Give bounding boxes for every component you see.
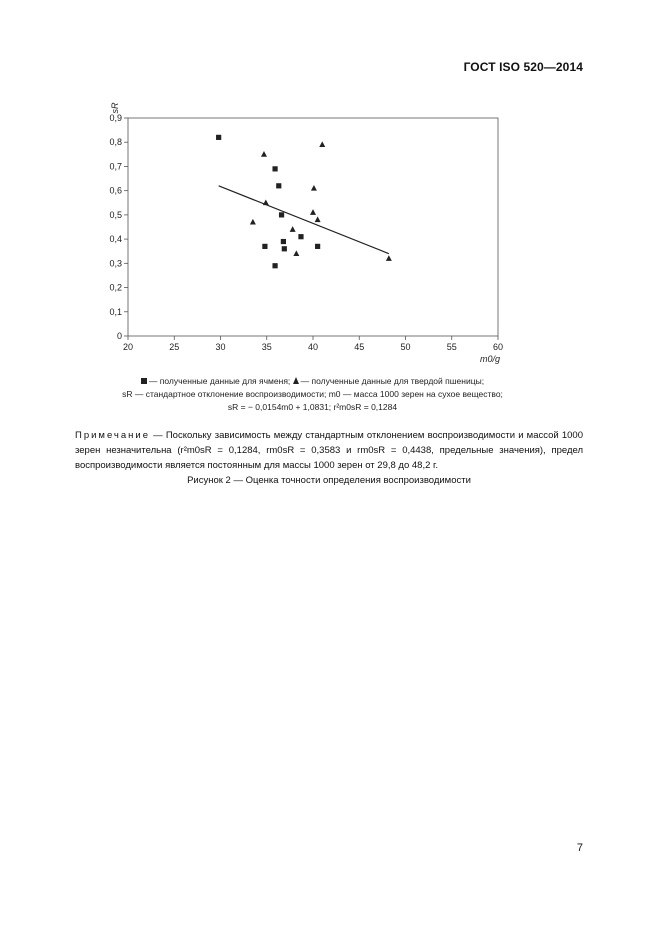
figure-caption: Рисунок 2 — Оценка точности определения воспроизводимости (187, 475, 471, 486)
square-marker-icon (141, 378, 147, 384)
data-point-triangle (261, 151, 267, 157)
trend-line (219, 186, 389, 254)
note-text-2: , предельные значения), предел воспроизводимости является постоянным для массы 1000 зерен от 29,8 до 48,2 г. (75, 445, 584, 471)
data-point-triangle (315, 216, 321, 222)
data-point-square (276, 183, 281, 188)
legend-line-2: sR — стандартное отклонение воспроизводимости; m0 — масса 1000 зерен на сухое вещество; (122, 389, 503, 399)
y-tick-label: 0,1 (109, 306, 122, 317)
note-and: и (346, 445, 352, 456)
data-point-square (315, 244, 320, 249)
y-tick-label: 0,2 (109, 282, 122, 293)
legend-barley: — полученные данные для ячменя; (148, 376, 291, 386)
note-prefix: Примечание (75, 430, 150, 441)
data-point-square (262, 244, 267, 249)
x-tick-label: 35 (261, 342, 272, 352)
y-tick-label: 0,5 (109, 209, 122, 220)
x-axis-label: m0/g (479, 354, 500, 364)
y-tick-label: 0 (116, 331, 122, 341)
y-tick-label: 0,4 (109, 234, 122, 245)
data-point-square (279, 212, 284, 217)
y-tick-label: 0,7 (109, 161, 122, 172)
x-tick-label: 55 (446, 342, 457, 352)
plot-frame (128, 118, 498, 336)
x-tick-label: 30 (215, 342, 226, 352)
x-tick-label: 60 (492, 342, 504, 352)
data-point-square (272, 166, 277, 171)
data-point-square (282, 246, 287, 251)
x-tick-label: 25 (169, 342, 180, 352)
x-tick-label: 20 (122, 342, 134, 352)
data-point-triangle (310, 209, 316, 215)
data-point-triangle (311, 185, 317, 191)
legend-line-1 (110, 375, 515, 388)
data-point-square (281, 239, 286, 244)
legend-line-3: sR = − 0,0154m0 + 1,0831; r²m0sR = 0,1284 (227, 402, 398, 412)
page-number: 7 (576, 842, 583, 854)
data-point-square (298, 234, 303, 239)
x-tick-label: 45 (354, 342, 365, 352)
note-r-sr: rm0sR = 0,3583 (266, 445, 341, 456)
note-text-1: — Поскольку зависимость между стандартным отклонением воспроизводимости и массой 1000 зерен незначительна ( (75, 430, 583, 456)
y-axis-label: sR (110, 102, 120, 114)
y-tick-label: 0,6 (109, 185, 122, 196)
x-tick-label: 40 (307, 342, 319, 352)
data-point-triangle (250, 219, 256, 225)
note-r2: r²m0sR = 0,1284 (180, 445, 258, 456)
plot-area (109, 102, 503, 364)
legend-wheat: — полученные данные для твердой пшеницы; (300, 376, 485, 386)
note-paragraph: Примечание — Поскольку зависимость между стандартным отклонением воспроизводимости и массой 1000 зерен незначительна (r²m0sR = 0,1284, rm0sR = 0,3583 и rm0sR = 0,4438, предельные значения), предел воспроизводимости является постоянным для массы 1000 зерен от 29,8 до 48,2 г. (75, 430, 584, 471)
triangle-marker-icon (293, 377, 299, 384)
data-point-square (272, 263, 277, 268)
data-point-triangle (319, 141, 325, 147)
y-tick-label: 0,3 (109, 258, 122, 269)
note-r-sr2: rm0sR = 0,4438 (357, 445, 432, 456)
data-point-square (216, 135, 221, 140)
x-tick-label: 50 (400, 342, 411, 352)
data-point-triangle (386, 255, 392, 261)
data-point-triangle (263, 199, 269, 205)
y-tick-label: 0,9 (109, 113, 122, 123)
data-point-triangle (293, 250, 299, 256)
scatter-chart (0, 0, 661, 400)
document-standard-header: ГОСТ ISO 520—2014 (463, 60, 583, 74)
chart-legend (110, 375, 515, 414)
data-point-triangle (290, 226, 296, 232)
y-tick-label: 0,8 (109, 137, 122, 148)
